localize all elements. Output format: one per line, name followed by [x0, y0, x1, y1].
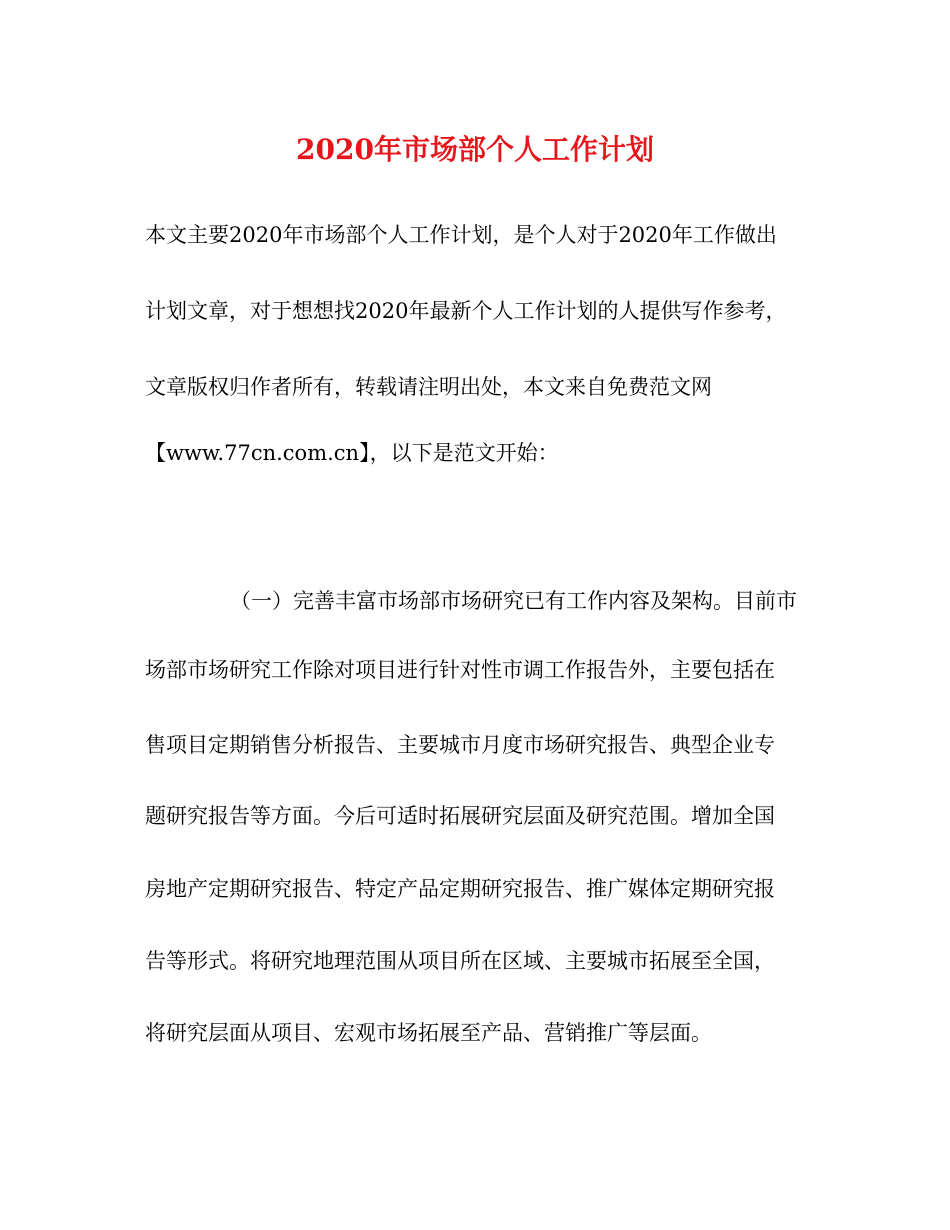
intro-line-4: 【www.77cn.com.cn】，以下是范文开始：: [145, 441, 559, 465]
paragraph-1-line-2: 场部市场研究工作除对项目进行针对性市调工作报告外，主要包括在: [145, 658, 775, 682]
intro-line-3: 文章版权归作者所有，转载请注明出处，本文来自免费范文网: [145, 375, 712, 399]
paragraph-1-line-7: 将研究层面从项目、宏观市场拓展至产品、营销推广等层面。: [145, 1021, 712, 1045]
paragraph-1-line-5: 房地产定期研究报告、特定产品定期研究报告、推广媒体定期研究报: [145, 877, 775, 901]
intro-line-1: 本文主要2020年市场部个人工作计划，是个人对于2020年工作做出: [145, 223, 777, 247]
document-title: 2020年市场部个人工作计划: [296, 133, 654, 166]
intro-line-2: 计划文章，对于想想找2020年最新个人工作计划的人提供写作参考，: [145, 299, 787, 323]
paragraph-1-line-1: （一）完善丰富市场部市场研究已有工作内容及架构。目前市: [230, 589, 797, 613]
paragraph-1-line-6: 告等形式。将研究地理范围从项目所在区域、主要城市拓展至全国，: [145, 949, 775, 973]
paragraph-1-line-4: 题研究报告等方面。今后可适时拓展研究层面及研究范围。增加全国: [145, 804, 775, 828]
paragraph-1-line-3: 售项目定期销售分析报告、主要城市月度市场研究报告、典型企业专: [145, 733, 775, 757]
